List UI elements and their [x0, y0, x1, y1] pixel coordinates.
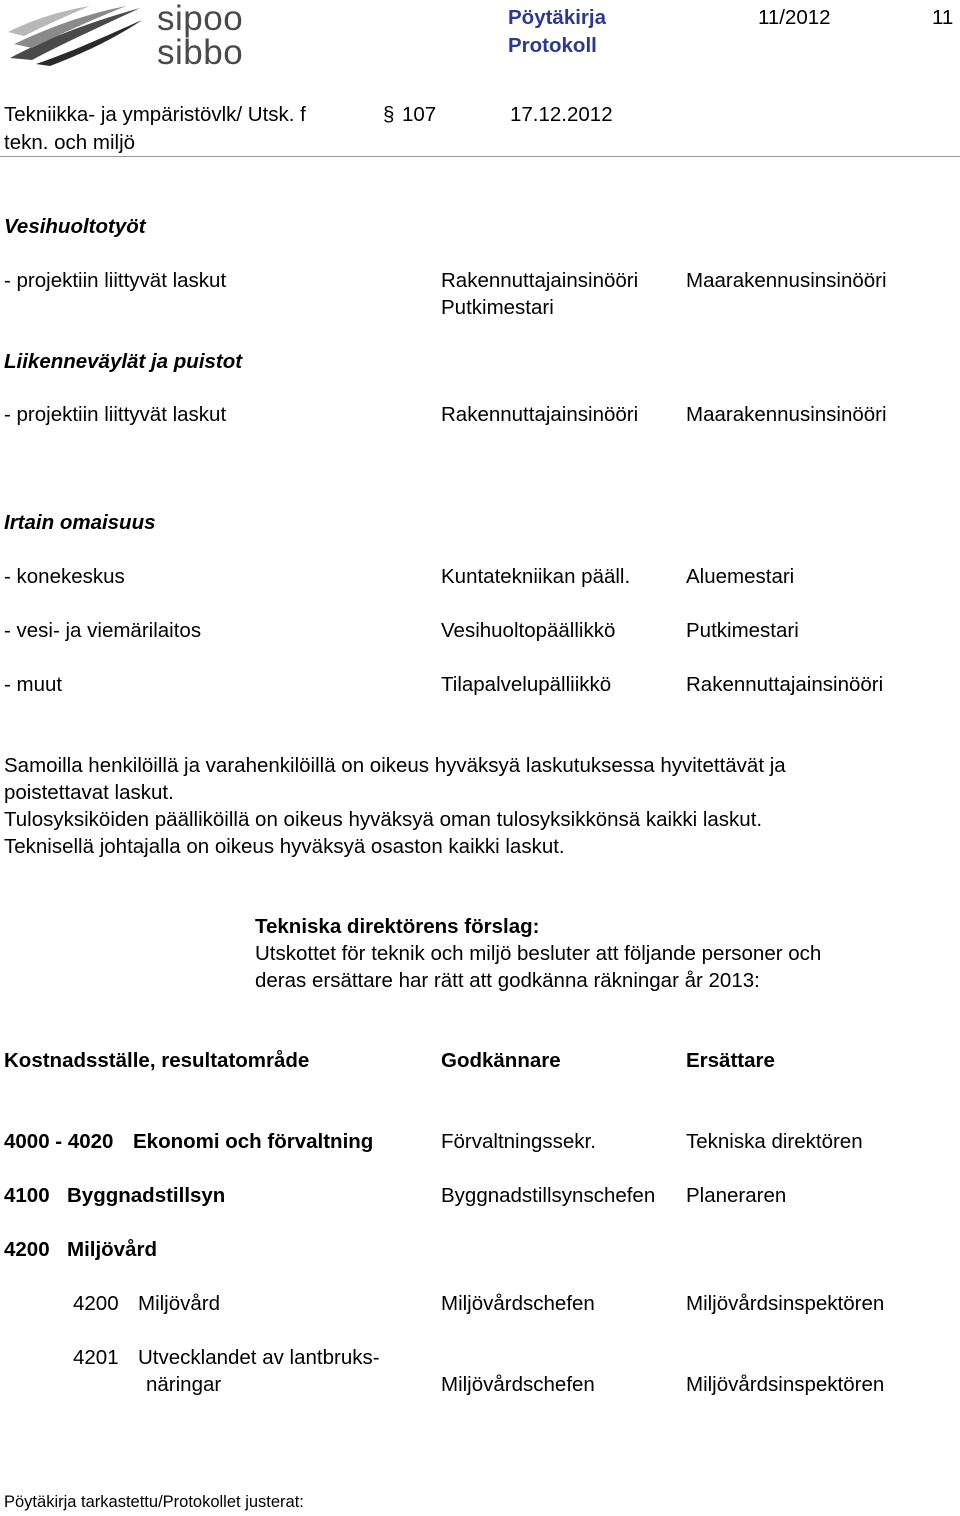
sub-cost-center-name-cont: näringar: [146, 1373, 222, 1396]
cost-center-name: Ekonomi och förvaltning: [133, 1130, 374, 1153]
proposal-line: deras ersättare har rätt att godkänna räkningar år 2013:: [255, 969, 760, 992]
row-label: - vesi- ja viemärilaitos: [4, 619, 202, 642]
approver: Miljövårdschefen: [441, 1373, 595, 1396]
approver: Tilapalvelupälliikkö: [441, 673, 612, 696]
sub-cost-center-code: 4200: [73, 1292, 119, 1315]
paragraph-line: poistettavat laskut.: [4, 781, 174, 804]
paragraph-line: Samoilla henkilöillä ja varahenkilöillä on oikeus hyväksyä laskutuksessa hyvitettävät ja: [4, 754, 786, 777]
approver: Förvaltningssekr.: [441, 1130, 596, 1153]
column-header: Ersättare: [686, 1049, 775, 1072]
proposal-line: Utskottet för teknik och miljö besluter att följande personer och: [255, 942, 822, 965]
substitute: Aluemestari: [686, 565, 795, 588]
section-title: Irtain omaisuus: [4, 511, 156, 534]
meeting-date: 17.12.2012: [510, 103, 613, 126]
sipoo-logo-icon: [6, 4, 146, 66]
approver: Rakennuttajainsinööri: [441, 403, 639, 426]
approver: Miljövårdschefen: [441, 1292, 595, 1315]
column-header: Godkännare: [441, 1049, 561, 1072]
page-number: 11: [932, 6, 954, 29]
sub-cost-center-code: 4201: [73, 1346, 119, 1369]
cost-center-name: Miljövård: [67, 1238, 157, 1261]
approver: Kuntatekniikan pääll.: [441, 565, 631, 588]
approver: Rakennuttajainsinööri: [441, 269, 639, 292]
footer-note: Pöytäkirja tarkastettu/Protokollet justerat:: [4, 1493, 304, 1511]
paragraph-line: Teknisellä johtajalla on oikeus hyväksyä osaston kaikki laskut.: [4, 835, 565, 858]
cost-center-code: 4000 - 4020: [4, 1130, 114, 1153]
approver-secondary: Putkimestari: [441, 296, 554, 319]
row-label: - projektiin liittyvät laskut: [4, 269, 227, 292]
approver: Byggnadstillsynschefen: [441, 1184, 656, 1207]
substitute: Tekniska direktören: [686, 1130, 863, 1153]
proposal-heading: Tekniska direktörens förslag:: [255, 915, 540, 938]
sub-cost-center-name: Utvecklandet av lantbruks-: [138, 1346, 380, 1369]
row-label: - konekeskus: [4, 565, 125, 588]
paragraph-line: Tulosyksiköiden päälliköillä on oikeus hyväksyä oman tulosyksikkönsä kaikki laskut.: [4, 808, 763, 831]
logo-text-fi: sipoo: [157, 0, 244, 38]
cost-center-code: 4200: [4, 1238, 50, 1261]
column-header: Kostnadsställe, resultatområde: [4, 1049, 310, 1072]
substitute: Putkimestari: [686, 619, 799, 642]
header-divider: [0, 156, 960, 157]
meeting-number: 11/2012: [758, 6, 831, 29]
substitute: Maarakennusinsinööri: [686, 269, 887, 292]
substitute: Miljövårdsinspektören: [686, 1292, 885, 1315]
approver: Vesihuoltopäällikkö: [441, 619, 616, 642]
row-label: - muut: [4, 673, 63, 696]
doc-type-fi: Pöytäkirja: [508, 6, 606, 29]
substitute: Miljövårdsinspektören: [686, 1373, 885, 1396]
logo-text-sv: sibbo: [157, 33, 244, 72]
row-label: - projektiin liittyvät laskut: [4, 403, 227, 426]
section-symbol: §: [383, 103, 395, 126]
section-title: Vesihuoltotyöt: [4, 215, 146, 238]
substitute: Maarakennusinsinööri: [686, 403, 887, 426]
committee-name: Tekniikka- ja ympäristövlk/ Utsk. f: [4, 103, 306, 126]
substitute: Planeraren: [686, 1184, 787, 1207]
section-title: Liikenneväylät ja puistot: [4, 350, 243, 373]
committee-name-sv: tekn. och miljö: [4, 131, 136, 154]
section-number: 107: [402, 103, 437, 126]
cost-center-code: 4100: [4, 1184, 50, 1207]
doc-type-sv: Protokoll: [508, 34, 597, 57]
sub-cost-center-name: Miljövård: [138, 1292, 221, 1315]
cost-center-name: Byggnadstillsyn: [67, 1184, 226, 1207]
substitute: Rakennuttajainsinööri: [686, 673, 884, 696]
